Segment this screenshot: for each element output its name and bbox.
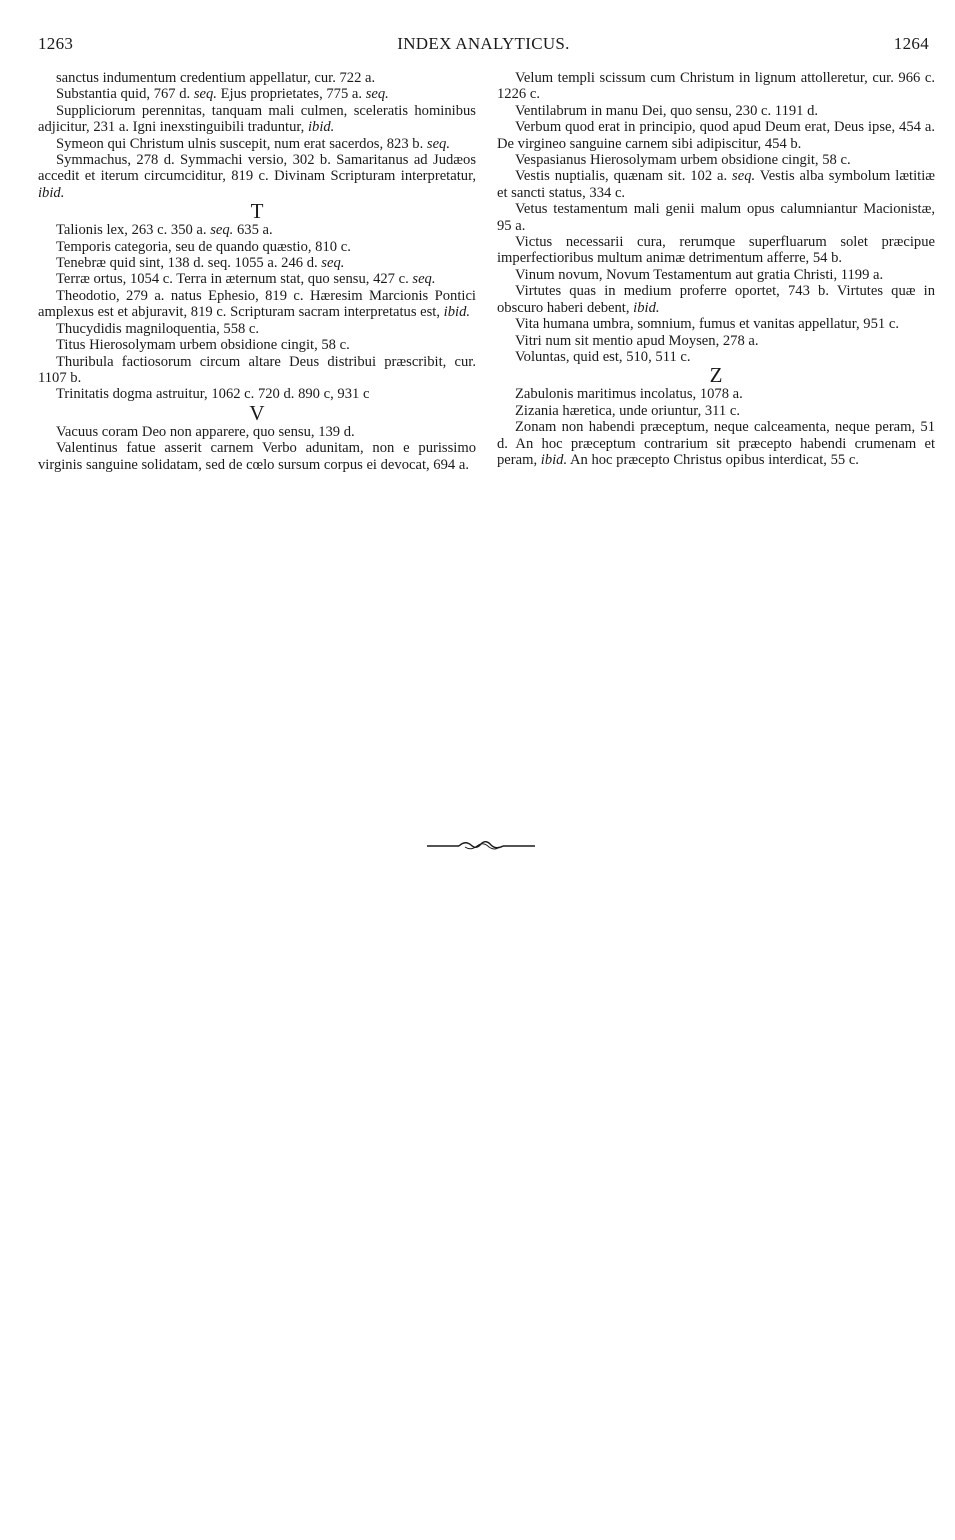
index-entry <box>497 283 935 316</box>
left-page-number: 1263 <box>38 34 74 53</box>
index-entry <box>497 103 935 119</box>
index-entry <box>497 201 935 234</box>
entry-text: Thuribula factiosorum circum altare Deus distribui præscribit, cur. 1107 b. <box>38 353 476 386</box>
entry-text: Trinitatis dogma astruitur, 1062 c. 720 d. 890 c, 931 c <box>56 386 370 403</box>
entry-italic-text: seq. <box>365 86 389 103</box>
index-entry <box>497 168 935 201</box>
entry-text: Vestis nuptialis, quænam sit. 102 a. <box>515 168 733 185</box>
entry-text: 635 a. <box>233 222 273 239</box>
entry-italic-text: ibid. <box>540 451 568 468</box>
entry-italic-text: seq. <box>193 86 217 103</box>
index-entry <box>38 321 476 337</box>
entry-text: sanctus indumentum credentium appellatur, cur. 722 a. <box>56 70 376 86</box>
entry-text: Velum templi scissum cum Christum in lignum attolleretur, cur. 966 c. 1226 c. <box>497 70 935 103</box>
entry-text: Tenebræ quid sint, 138 d. seq. 1055 a. 246 d. <box>56 255 322 272</box>
section-letter: T <box>250 199 264 224</box>
entry-text: Ventilabrum in manu Dei, quo sensu, 230 c. 1191 d. <box>515 102 819 119</box>
entry-text: Vespasianus Hierosolymam urbem obsidione cingit, 58 c. <box>515 152 851 169</box>
entry-text: Victus necessarii cura, rerumque superfluarum solet præcipue imperfectioribus multum animæ detrimentum afferre, 54 b. <box>497 234 935 267</box>
right-page-number: 1264 <box>893 34 929 53</box>
index-entry <box>497 333 935 349</box>
entry-text: Talionis lex, 263 c. 350 a. <box>56 222 211 239</box>
index-entry <box>38 288 476 321</box>
entry-text: Vacuus coram Deo non apparere, quo sensu, 139 d. <box>56 423 355 440</box>
index-entry <box>38 440 476 473</box>
index-entry <box>38 271 476 287</box>
section-letter: Z <box>709 363 723 388</box>
entry-text: Terræ ortus, 1054 c. Terra in æternum stat, quo sensu, 427 c. <box>56 271 413 288</box>
index-entry <box>38 136 476 152</box>
index-entry <box>497 152 935 168</box>
index-entry <box>38 152 476 201</box>
entry-italic-text: ibid. <box>633 299 660 316</box>
index-entry <box>497 70 935 103</box>
index-entry <box>497 316 935 332</box>
entry-text: Zonam non habendi præceptum, neque calceamenta, neque peram, 51 d. An hoc præceptum contrarium sit præcepto habendi crumenam et peram, <box>497 419 935 468</box>
entry-italic-text: seq. <box>210 222 234 239</box>
index-entry <box>38 70 476 86</box>
entry-text: Thucydidis magniloquentia, 558 c. <box>56 320 260 337</box>
index-entry <box>38 86 476 102</box>
entry-text: Symmachus, 278 d. Symmachi versio, 302 b. Samaritanus ad Judæos accedit et iterum circumciditur, 819 c. Divinam Scripturam interpretatur, <box>38 152 476 185</box>
index-entry <box>38 337 476 353</box>
entry-text: Verbum quod erat in principio, quod apud Deum erat, Deus ipse, 454 a. De virgineo sanguine carnem sibi adipiscitur, 454 b. <box>497 119 935 152</box>
left-column <box>38 70 476 473</box>
entry-text: Theodotio, 279 a. natus Ephesio, 819 c. Hæresim Marcionis Pontici amplexus est et abjuravit, 819 c. Scripturam sacram interpretatus est, <box>38 287 476 321</box>
entry-text: Substantia quid, 767 d. <box>56 86 194 103</box>
section-letter: V <box>249 400 265 425</box>
entry-text: Symeon qui Christum ulnis suscepit, num erat sacerdos, 823 b. <box>56 135 427 152</box>
entry-text: Zizania hæretica, unde oriuntur, 311 c. <box>515 402 740 419</box>
entry-text: Temporis categoria, seu de quando quæstio, 810 c. <box>56 238 351 255</box>
index-entry <box>497 267 935 283</box>
entry-italic-text: seq. <box>412 271 436 288</box>
entry-text: Vestis alba symbolum lætitiæ et sancti status, 334 c. <box>497 168 935 201</box>
entry-text: Virtutes quas in medium proferre oportet, 743 b. Virtutes quæ in obscuro haberi debent, <box>497 283 935 316</box>
index-entry <box>497 419 935 468</box>
entry-italic-text: ibid. <box>38 184 65 201</box>
entry-text: An hoc præcepto Christus opibus interdicat, 55 c. <box>567 451 859 468</box>
index-entry <box>497 386 935 402</box>
right-column <box>497 70 935 468</box>
entry-italic-text: seq. <box>732 168 756 185</box>
index-entry <box>38 424 476 440</box>
index-entry <box>497 119 935 152</box>
entry-italic-text: seq. <box>321 255 345 272</box>
entry-text: Vitri num sit mentio apud Moysen, 278 a. <box>515 332 759 349</box>
index-entry <box>38 222 476 238</box>
index-entry <box>497 234 935 267</box>
entry-text: Valentinus fatue asserit carnem Verbo adunitam, non e purissimo virginis sanguine solidatam, sed de cœlo sursum corpus ei devocat, 694 a. <box>38 440 476 473</box>
end-ornament-icon <box>425 838 537 852</box>
entry-italic-text: ibid. <box>307 119 335 136</box>
index-entry <box>38 255 476 271</box>
entry-text: Titus Hierosolymam urbem obsidione cingit, 58 c. <box>56 337 350 354</box>
index-entry <box>38 239 476 255</box>
entry-text: Suppliciorum perennitas, tanquam mali culmen, sceleratis hominibus adjicitur, 231 a. Igni inexstinguibili traduntur, <box>38 102 476 136</box>
entry-text: Vetus testamentum mali genii malum opus calumniantur Macionistæ, 95 a. <box>497 201 935 234</box>
entry-italic-text: ibid. <box>443 304 471 321</box>
entry-italic-text: seq. <box>426 135 450 152</box>
entry-text: Ejus proprietates, 775 a. <box>216 86 366 103</box>
running-title: INDEX ANALYTICUS. <box>397 34 570 53</box>
entry-text: Vita humana umbra, somnium, fumus et vanitas appellatur, 951 c. <box>515 316 899 333</box>
entry-text: Voluntas, quid est, 510, 511 c. <box>515 348 691 365</box>
page-header <box>38 34 929 56</box>
entry-text: Zabulonis maritimus incolatus, 1078 a. <box>515 386 743 403</box>
index-entry <box>38 354 476 387</box>
index-entry <box>497 403 935 419</box>
index-entry <box>38 103 476 136</box>
entry-text: Vinum novum, Novum Testamentum aut gratia Christi, 1199 a. <box>515 266 884 283</box>
